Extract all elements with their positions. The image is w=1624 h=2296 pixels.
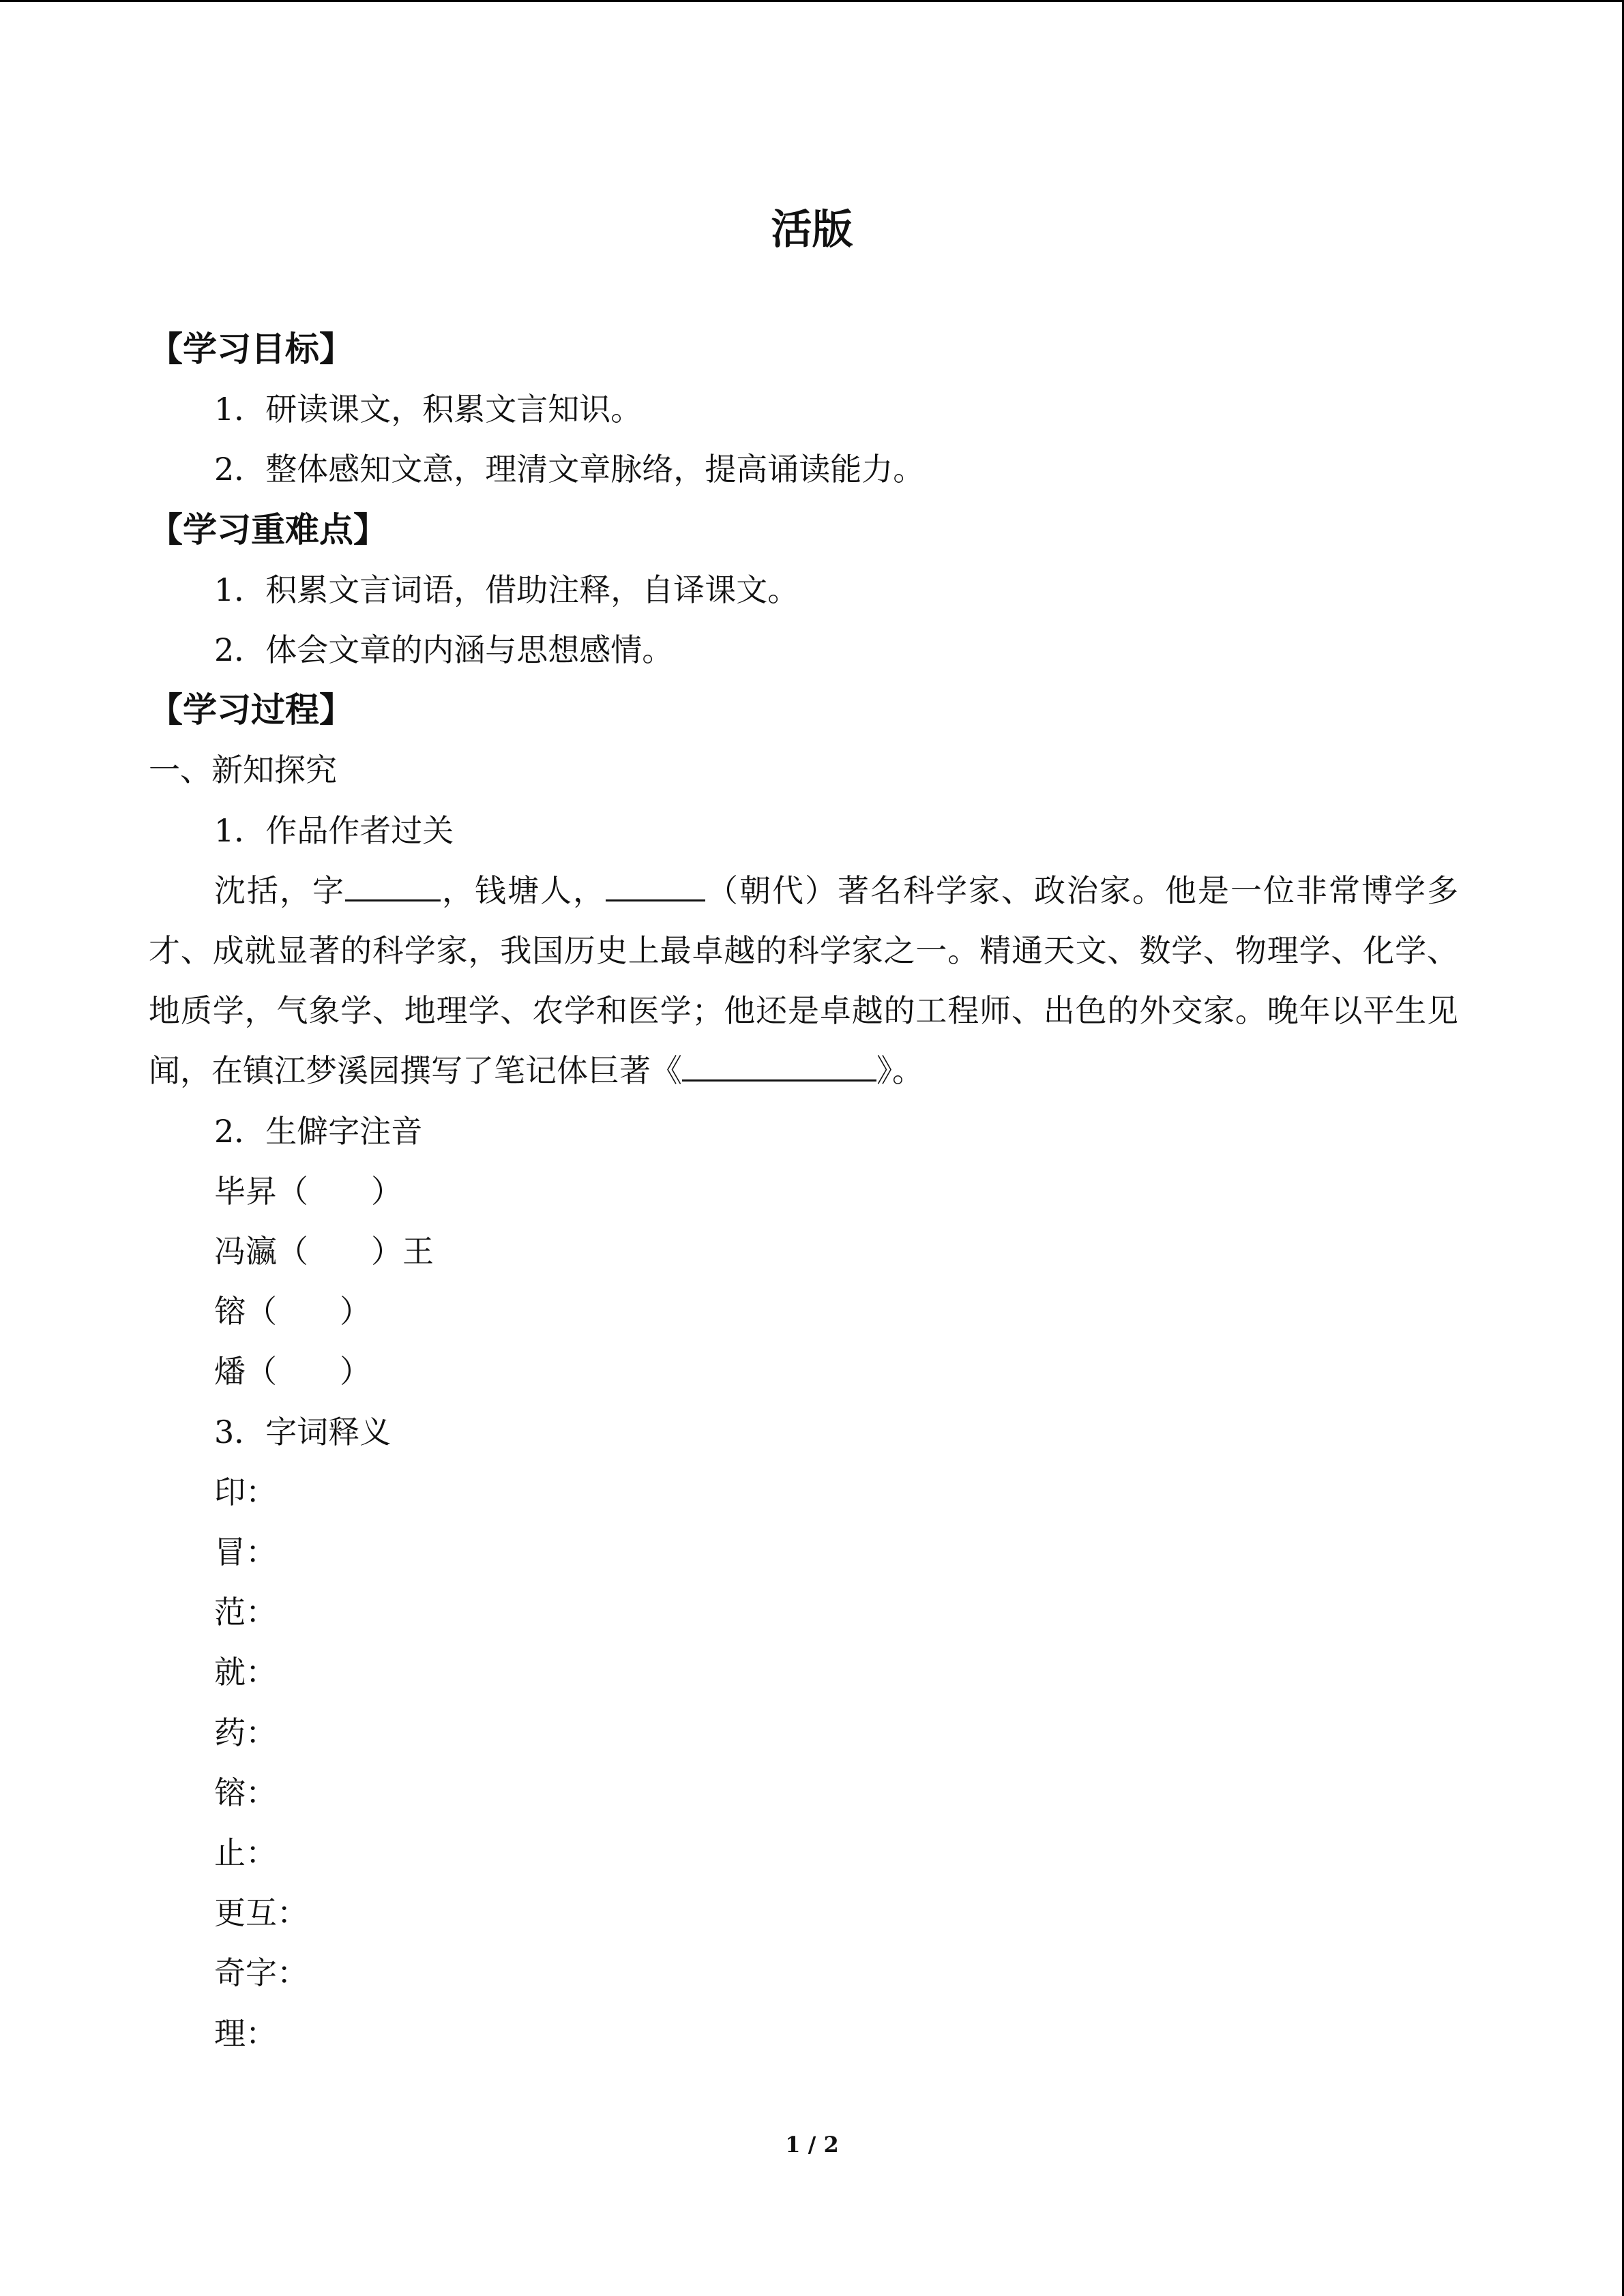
question-title: 2．生僻字注音 (214, 1112, 423, 1150)
page-title: 活版 (771, 206, 853, 254)
key-point-item: 2．体会文章的内涵与思想感情。 (214, 631, 674, 669)
fill-blank[interactable] (606, 868, 705, 901)
part-title: 一、新知探究 (149, 751, 337, 789)
pinyin-item (149, 1281, 1458, 1341)
vocab-item: 奇字： (214, 1954, 308, 1992)
pinyin-suffix: ）王 (371, 1233, 434, 1270)
page-number: 1 / 2 (785, 2132, 839, 2158)
author-paragraph (149, 861, 1458, 1101)
question-title: 1．作品作者过关 (214, 811, 454, 849)
vocab-item: 就： (214, 1654, 277, 1691)
vocab-item: 镕： (214, 1774, 277, 1811)
heading-objectives: 【学习目标】 (149, 329, 353, 369)
pinyin-item (149, 1161, 1458, 1221)
vocab-item: 药： (214, 1714, 277, 1751)
pinyin-suffix: ） (371, 1172, 402, 1210)
fill-blank[interactable] (345, 868, 441, 901)
pinyin-word: 冯瀛（ (214, 1233, 308, 1270)
paragraph-text: 沈括，字 (214, 871, 345, 909)
vocab-item: 范： (214, 1594, 277, 1631)
top-border (0, 0, 1624, 2)
objective-item: 2．整体感知文意，理清文章脉络，提高诵读能力。 (214, 451, 925, 488)
pinyin-suffix: ） (340, 1293, 371, 1330)
fill-blank[interactable] (682, 1048, 876, 1082)
document-body (149, 319, 1458, 2063)
paragraph-text: 》。 (876, 1052, 924, 1090)
pinyin-word: 燔（ (214, 1353, 277, 1390)
question-title: 3．字词释义 (214, 1413, 392, 1450)
heading-key-points: 【学习重难点】 (149, 509, 387, 550)
vocab-item: 冒： (214, 1534, 277, 1571)
pinyin-suffix: ） (340, 1353, 371, 1390)
vocab-item: 理： (214, 2014, 277, 2052)
pinyin-word: 镕（ (214, 1293, 277, 1330)
pinyin-item (149, 1221, 1458, 1281)
paragraph-text: （朝代）著名科学家、政治家。他是一位非常博学多才、成就显著的科学家，我国历史上最卓越的科学家之一。精通天文、数学、物理学、化学、地质学，气象学、地理学、农学和医学；他还是卓越的工程师、出色的外交家。晚年以平生见闻，在镇江梦溪园撰写了笔记体巨著《 (149, 871, 1458, 1090)
heading-process: 【学习过程】 (149, 690, 353, 730)
pinyin-word: 毕昇（ (214, 1172, 308, 1210)
pinyin-item (149, 1341, 1458, 1401)
objective-item: 1．研读课文，积累文言知识。 (214, 391, 643, 428)
vocab-item: 更互： (214, 1894, 308, 1932)
vocab-item: 止： (214, 1834, 277, 1872)
paragraph-text: ，钱塘人， (441, 871, 606, 909)
key-point-item: 1．积累文言词语，借助注释，自译课文。 (214, 571, 799, 608)
vocab-item: 印： (214, 1473, 277, 1510)
